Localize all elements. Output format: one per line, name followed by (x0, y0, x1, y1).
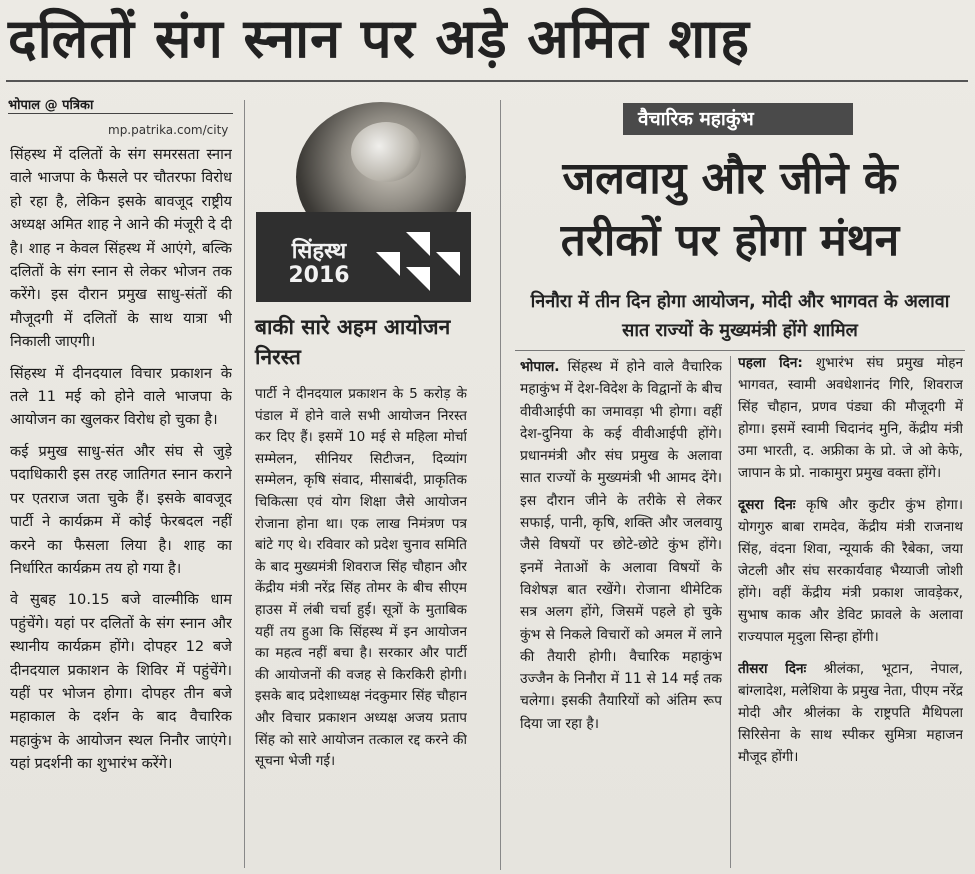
right-story-body (520, 356, 722, 868)
middle-subhead: बाकी सारे अहम आयोजन निरस्त (255, 315, 451, 369)
left-story-paragraph: कई प्रमुख साधु-संत और संघ से जुड़े पदाधिकारी इस तरह जातिगत स्नान कराने पर एतराज जता चुके हैं। इसके बावजूद पार्टी ने कार्यक्रम में कोई फेरबदल नहीं करने का फैसला लिया है। शाह का निर्धारित कार्यक्रम तय हो गया है। (10, 442, 232, 577)
logo-triangle (436, 252, 460, 276)
city-url: mp.patrika.com/city (108, 123, 229, 137)
sadhu-figure (351, 122, 421, 182)
day-two-label: दूसरा दिनः (738, 497, 796, 513)
day-schedule (738, 352, 963, 868)
column-divider (730, 356, 731, 868)
simhast-logo-line1: सिंहस्थ (291, 239, 347, 264)
byline: भोपाल @ पत्रिका (8, 98, 94, 113)
day-two-text: कृषि और कुटीर कुंभ होगा। योगगुरु बाबा रामदेव, केंद्रीय मंत्री राजनाथ सिंह, वंदना शिवा, न्यूयार्क की रैबेका, जया जेटली और संघ सरकार्यवाह भैय्याजी जोशी होंगे। वहीं केंद्रीय मंत्री प्रकाश जावड़ेकर, सुभाष काक और डेविट फ्रावले के अलावा राज्यपाल मृदुला सिन्हा होंगी। (738, 497, 963, 645)
column-divider (500, 100, 501, 870)
day-two (738, 494, 963, 648)
right-story-headline: जलवायु और जीने के तरीकों पर होगा मंथन (560, 153, 900, 266)
left-story-paragraph: सिंहस्थ में दलितों के संग समरसता स्नान वाले भाजपा के फैसले पर चौतरफा विरोध हो रहा है, लेकिन इसके बावजूद राष्ट्रीय अध्यक्ष अमित शाह ने आने की मंजूरी दे दी है। शाह न केवल सिंहस्थ में आएंगे, बल्कि दलितों के संग स्नान से लेकर भोजन तक करेंगे। इस दौरान प्रमुख साधु-संतों की मौजूदगी में दलितों के साथ यात्रा भी निकाली जाएगी। (10, 146, 232, 351)
middle-story-body (255, 384, 467, 868)
byline-rule (8, 113, 233, 114)
simhast-image (256, 102, 474, 302)
left-story-paragraph: सिंहस्थ में दीनदयाल विचार प्रकाशन के तले 11 मई को होने वाले भाजपा के आयोजन का खुलकर विरोध हो चुका है। (10, 364, 232, 429)
right-story-paragraph (520, 356, 722, 735)
dateline: भोपाल. (520, 359, 560, 375)
column-divider (244, 100, 245, 868)
headline-rule (6, 80, 968, 82)
day-one (738, 352, 963, 484)
right-story-text: सिंहस्थ में होने वाले वैचारिक महाकुंभ में देश-विदेश के विद्वानों के बीच वीवीआईपी का जमावड़ा भी होगा। वहीं देश-दुनिया के कई वीवीआईपी होंगे। प्रधानमंत्री और संघ प्रमुख के अलावा सात राज्यों के मुख्यमंत्री भी आमद देंगे। इस दौरान जीने के तरीके से लेकर सफाई, पानी, कृषि, शक्ति और जलवायु जैसे विषयों पर छोटे-छोटे कुंभ होंगे। इनमें नेताओं के अलावा विषयों के विशेषज्ञ बात रखेंगे। रोजाना थीमेटिक सत्र अलग होंगे, जिसमें पहले हो चुके कुंभ से निकले विचारों को अमल में लाने की तैयारी होगी। वैचारिक महाकुंभ उज्जैन के निनौरा में 11 से 14 मई तक चलेगा। इसकी तैयारियों को अंतिम रूप दिया जा रहा है। (520, 359, 722, 732)
section-tag: वैचारिक महाकुंभ (638, 108, 754, 130)
left-story-paragraph: वे सुबह 10.15 बजे वाल्मीकि धाम पहुंचेंगे। यहां पर दलितों के संग स्नान और स्थानीय कार्यक्रम होंगे। दोपहर 12 बजे दीनदयाल प्रकाशन के शिविर में पहुंचेंगे। यहीं पर भोजन होगा। दोपहर तीन बजे महाकाल के दर्शन के बाद वैचारिक महाकुंभ के आयोजन स्थल निनौर जाएंगे। यहां प्रदर्शनी का शुभारंभ करेंगे। (10, 591, 232, 773)
day-one-label: पहला दिन: (738, 355, 803, 371)
right-story-deck: निनौरा में तीन दिन होगा आयोजन, मोदी और भागवत के अलावा सात राज्यों के मुख्यमंत्री होंगे शामिल (530, 291, 950, 341)
simhast-logo-line2: 2016 (288, 263, 350, 288)
deck-rule (515, 350, 965, 351)
main-headline: दलितों संग स्नान पर अड़े अमित शाह (8, 7, 750, 70)
simhast-logo-text (264, 240, 374, 288)
day-three (738, 658, 963, 768)
day-three-label: तीसरा दिनः (738, 661, 807, 677)
day-one-text: शुभारंभ संघ प्रमुख मोहन भागवत, स्वामी अवधेशानंद गिरि, शिवराज सिंह चौहान, प्रणव पंड्या की मौजूदगी में होगा। इसमें स्वामी चिदानंद मुनि, केंद्रीय मंत्री उमा भारती, द. अफ्रीका के प्रो. जे ओ केफे, जापान के प्रो. नाकामुरा प्रमुख वक्ता होंगे। (738, 355, 963, 481)
middle-story-paragraph: पार्टी ने दीनदयाल प्रकाशन के 5 करोड़ के पंडाल में होने वाले सभी आयोजन निरस्त कर दिए हैं। इसमें 10 मई से महिला मोर्चा सम्मेलन, सीनियर सिटीजन, दिव्यांग सम्मेलन, कृषि संवाद, मीसाबंदी, प्राकृतिक चिकित्सा एवं योग शिक्षा जैसे आयोजन रोजाना होना था। एक लाख निमंत्रण पत्र बांटे गए थे। रविवार को प्रदेश चुनाव समिति के बाद मुख्यमंत्री शिवराज सिंह चौहान और केंद्रीय मंत्री नरेंद्र सिंह तोमर के बीच सीएम हाउस में लंबी चर्चा हुई। सूत्रों के मुताबिक यहीं तय हुआ कि सिंहस्थ में इन आयोजन का महत्व नहीं बचा है। सरकार और पार्टी की आयोजनों की वजह से किरकिरी होगी। इसके बाद प्रदेशाध्यक्ष नंदकुमार सिंह चौहान और विचार प्रकाशन अध्यक्ष अजय प्रताप सिंह को सारे आयोजन तत्काल रद्द करने की सूचना भेजी गई। (255, 386, 467, 770)
left-story-body (10, 143, 232, 868)
logo-triangle (376, 252, 400, 276)
day-three-text: श्रीलंका, भूटान, नेपाल, बांग्लादेश, मलेशिया के प्रमुख नेता, पीएम नरेंद्र मोदी और श्रीलंका के राष्ट्रपति मैथिपला सिरिसेना के साथ स्पीकर सुमित्रा महाजन मौजूद होंगी। (738, 661, 963, 765)
logo-triangle (406, 232, 430, 256)
logo-triangle (406, 267, 430, 291)
